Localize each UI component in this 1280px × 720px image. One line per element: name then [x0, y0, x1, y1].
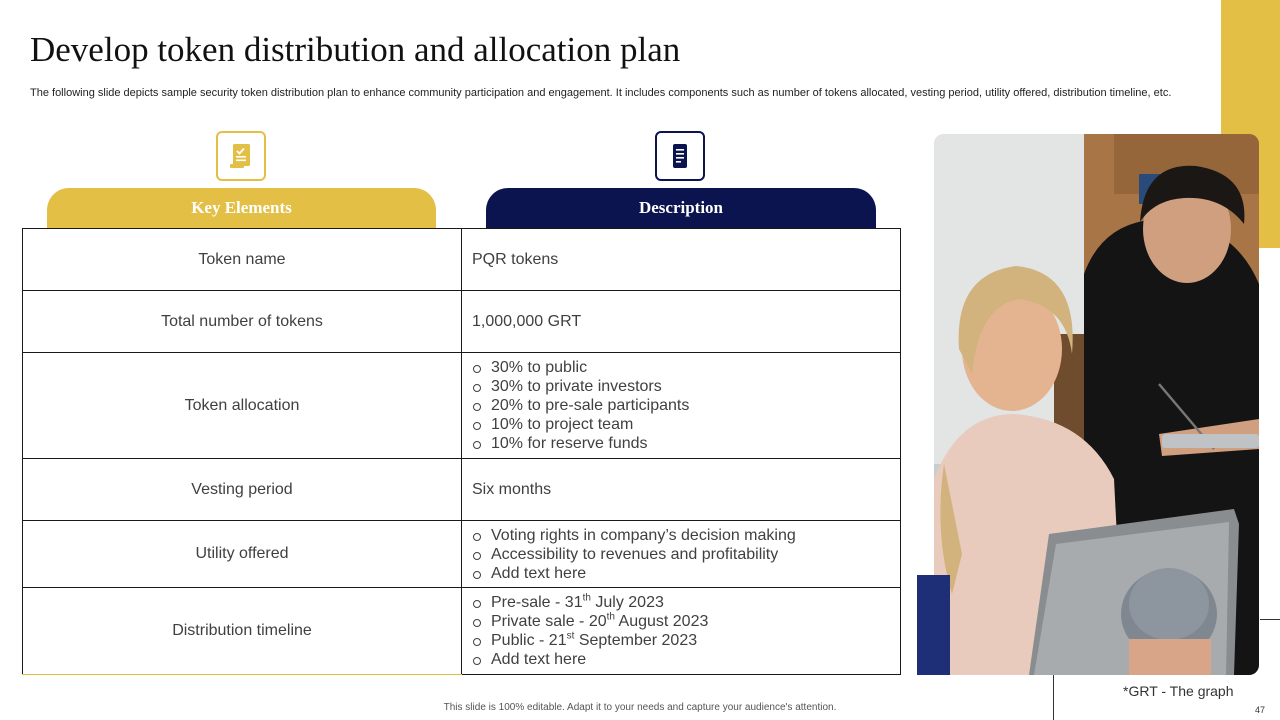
table-row	[23, 229, 901, 291]
ordinal-suffix: th	[606, 611, 615, 623]
row-key: Token allocation	[23, 353, 462, 459]
row-key: Token name	[23, 229, 462, 291]
description-header: Description	[486, 188, 876, 228]
navy-accent-block	[917, 575, 950, 675]
list-item: Add text here	[472, 650, 900, 669]
allocation-list	[472, 358, 900, 453]
list-item: Add text here	[472, 564, 900, 583]
row-value	[462, 521, 901, 588]
list-item: 20% to pre-sale participants	[472, 396, 900, 415]
document-checklist-icon	[216, 131, 266, 181]
timeline-text: September 2023	[574, 632, 698, 649]
slide-subtitle: The following slide depicts sample security token distribution plan to enhance community participation and engagement. It includes components such as number of tokens allocated, vesting period, utility offered, distribution timeline, etc.	[30, 87, 1172, 99]
token-plan-table	[22, 228, 901, 675]
utility-list	[472, 526, 900, 583]
list-item	[472, 612, 900, 631]
table-row	[23, 588, 901, 675]
ordinal-suffix: st	[566, 630, 575, 642]
table-row	[23, 521, 901, 588]
timeline-text: Public - 21	[491, 632, 567, 649]
timeline-text: Private sale - 20	[491, 613, 607, 630]
list-item: Accessibility to revenues and profitability	[472, 545, 900, 564]
footer-note: This slide is 100% editable. Adapt it to your needs and capture your audience's attention.	[443, 702, 837, 713]
row-value: Six months	[462, 459, 901, 521]
list-item: 30% to private investors	[472, 377, 900, 396]
row-key: Vesting period	[23, 459, 462, 521]
list-item	[472, 631, 900, 650]
photo-colleagues-laptop	[934, 134, 1259, 675]
timeline-text: Pre-sale - 31	[491, 594, 583, 611]
slide-title: Develop token distribution and allocation plan	[30, 30, 681, 69]
scroll-document-icon	[655, 131, 705, 181]
list-item	[472, 593, 900, 612]
grt-footnote: *GRT - The graph	[1123, 683, 1234, 699]
timeline-list	[472, 593, 900, 669]
list-item: Voting rights in company’s decision making	[472, 526, 900, 545]
list-item: 10% for reserve funds	[472, 434, 900, 453]
timeline-text: August 2023	[614, 613, 709, 630]
row-key: Total number of tokens	[23, 291, 462, 353]
row-value	[462, 353, 901, 459]
row-key: Distribution timeline	[23, 588, 462, 675]
table-row	[23, 353, 901, 459]
divider-vertical	[1053, 675, 1054, 720]
table-row	[23, 291, 901, 353]
row-value	[462, 588, 901, 675]
list-item: 30% to public	[472, 358, 900, 377]
divider-horizontal	[1260, 619, 1280, 620]
row-value: 1,000,000 GRT	[462, 291, 901, 353]
page-number: 47	[1255, 705, 1266, 715]
ordinal-suffix: th	[582, 592, 591, 604]
timeline-text: July 2023	[590, 594, 664, 611]
list-item: 10% to project team	[472, 415, 900, 434]
row-value: PQR tokens	[462, 229, 901, 291]
row-key: Utility offered	[23, 521, 462, 588]
key-elements-header: Key Elements	[47, 188, 436, 228]
table-row	[23, 459, 901, 521]
